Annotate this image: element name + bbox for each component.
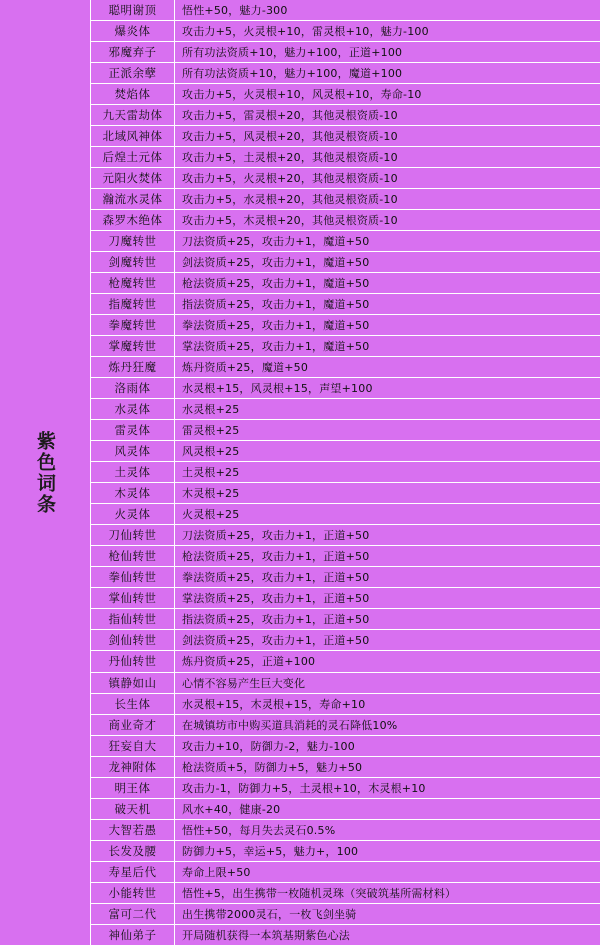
- table-row: [91, 378, 600, 399]
- table-row: [91, 546, 600, 567]
- trait-name: 九天雷劫体: [91, 105, 175, 125]
- table-row: [91, 925, 600, 945]
- trait-name: 后煌土元体: [91, 147, 175, 167]
- table-row: [91, 673, 600, 694]
- trait-name: 风灵体: [91, 441, 175, 461]
- trait-name: 拳魔转世: [91, 315, 175, 335]
- table-row: [91, 841, 600, 862]
- table-row: [91, 757, 600, 778]
- trait-name: 小能转世: [91, 883, 175, 903]
- trait-description: 指法资质+25，攻击力+1，魔道+50: [182, 298, 370, 312]
- trait-name: 指仙转世: [91, 609, 175, 629]
- trait-name: 商业奇才: [91, 715, 175, 735]
- trait-description: 攻击力+10，防御力-2，魅力-100: [182, 739, 355, 753]
- trait-name: 枪魔转世: [91, 273, 175, 293]
- trait-description: 寿命上限+50: [182, 865, 251, 879]
- trait-description: 悟性+5，出生携带一枚随机灵珠（突破筑基所需材料）: [182, 886, 457, 900]
- table-row: [91, 651, 600, 672]
- trait-description: 风水+40，健康-20: [182, 802, 281, 816]
- table-row: [91, 483, 600, 504]
- trait-name: 火灵体: [91, 504, 175, 524]
- trait-description: 攻击力+5，雷灵根+20，其他灵根资质-10: [182, 109, 398, 123]
- trait-description: 枪法资质+25，攻击力+1，正道+50: [182, 550, 370, 564]
- trait-name: 龙神附体: [91, 757, 175, 777]
- trait-name: 破天机: [91, 799, 175, 819]
- trait-description: 火灵根+25: [182, 508, 240, 522]
- table-row: [91, 21, 600, 42]
- table-row: [91, 168, 600, 189]
- trait-name: 镇静如山: [91, 673, 175, 693]
- trait-description: 在城镇坊市中购买道具消耗的灵石降低10%: [182, 718, 398, 732]
- table-row: [91, 862, 600, 883]
- trait-name: 长生体: [91, 694, 175, 714]
- trait-name: 聪明谢顶: [91, 0, 175, 20]
- table-row: [91, 336, 600, 357]
- table-row: [91, 609, 600, 630]
- trait-name: 指魔转世: [91, 294, 175, 314]
- table-row: [91, 504, 600, 525]
- trait-name: 土灵体: [91, 462, 175, 482]
- category-label: 紫色词条: [34, 430, 56, 515]
- trait-description: 心情不容易产生巨大变化: [182, 676, 306, 690]
- trait-description: 木灵根+25: [182, 487, 240, 501]
- rows-column: [91, 0, 600, 945]
- table-row: [91, 357, 600, 378]
- table-row: [91, 778, 600, 799]
- trait-name: 长发及腰: [91, 841, 175, 861]
- trait-name: 寿星后代: [91, 862, 175, 882]
- trait-description: 开局随机获得一本筑基期紫色心法: [182, 928, 350, 942]
- trait-description: 攻击力+5，水灵根+20，其他灵根资质-10: [182, 193, 398, 207]
- trait-name: 刀魔转世: [91, 231, 175, 251]
- table-row: [91, 799, 600, 820]
- trait-description: 枪法资质+5，防御力+5，魅力+50: [182, 760, 363, 774]
- trait-name: 富可二代: [91, 904, 175, 924]
- trait-description: 攻击力+5，土灵根+20，其他灵根资质-10: [182, 151, 398, 165]
- trait-name: 北域风神体: [91, 126, 175, 146]
- trait-name: 爆炎体: [91, 21, 175, 41]
- trait-description: 水灵根+15，风灵根+15，声望+100: [182, 382, 373, 396]
- trait-description: 拳法资质+25，攻击力+1，魔道+50: [182, 319, 370, 333]
- trait-name: 拳仙转世: [91, 567, 175, 587]
- trait-description: 水灵根+25: [182, 403, 240, 417]
- trait-description: 攻击力+5，木灵根+20，其他灵根资质-10: [182, 214, 398, 228]
- trait-description: 炼丹资质+25，魔道+50: [182, 361, 309, 375]
- trait-description: 剑法资质+25，攻击力+1，魔道+50: [182, 256, 370, 270]
- trait-name: 焚焰体: [91, 84, 175, 104]
- table-row: [91, 0, 600, 21]
- trait-name: 丹仙转世: [91, 651, 175, 671]
- table-row: [91, 525, 600, 546]
- table-row: [91, 694, 600, 715]
- table-row: [91, 126, 600, 147]
- trait-description: 掌法资质+25，攻击力+1，正道+50: [182, 592, 370, 606]
- trait-name: 雷灵体: [91, 420, 175, 440]
- table-row: [91, 462, 600, 483]
- trait-name: 掌魔转世: [91, 336, 175, 356]
- trait-description: 悟性+50，魅力-300: [182, 4, 288, 17]
- trait-name: 炼丹狂魔: [91, 357, 175, 377]
- table-row: [91, 189, 600, 210]
- table-row: [91, 904, 600, 925]
- trait-description: 炼丹资质+25，正道+100: [182, 655, 316, 669]
- trait-description: 土灵根+25: [182, 466, 240, 480]
- table-row: [91, 105, 600, 126]
- trait-description: 刀法资质+25，攻击力+1，魔道+50: [182, 235, 370, 249]
- trait-name: 水灵体: [91, 399, 175, 419]
- trait-description: 指法资质+25，攻击力+1，正道+50: [182, 613, 370, 627]
- trait-name: 木灵体: [91, 483, 175, 503]
- trait-description: 风灵根+25: [182, 445, 240, 459]
- trait-name: 明王体: [91, 778, 175, 798]
- table-row: [91, 63, 600, 84]
- table-row: [91, 399, 600, 420]
- trait-name: 神仙弟子: [91, 925, 175, 945]
- trait-name: 森罗木绝体: [91, 210, 175, 230]
- table-row: [91, 84, 600, 105]
- trait-description: 攻击力+5，火灵根+10，雷灵根+10，魅力-100: [182, 25, 429, 39]
- trait-description: 水灵根+15，木灵根+15，寿命+10: [182, 697, 366, 711]
- table-row: [91, 252, 600, 273]
- table-row: [91, 630, 600, 651]
- trait-name: 元阳火焚体: [91, 168, 175, 188]
- trait-name: 刀仙转世: [91, 525, 175, 545]
- trait-name: 大智若愚: [91, 820, 175, 840]
- table-row: [91, 315, 600, 336]
- trait-description: 悟性+50，每月失去灵石0.5%: [182, 823, 336, 837]
- trait-name: 剑魔转世: [91, 252, 175, 272]
- table-row: [91, 210, 600, 231]
- trait-description: 掌法资质+25，攻击力+1，魔道+50: [182, 340, 370, 354]
- table-row: [91, 883, 600, 904]
- trait-description: 攻击力-1，防御力+5，土灵根+10，木灵根+10: [182, 781, 426, 795]
- trait-description: 所有功法资质+10，魅力+100，正道+100: [182, 46, 403, 60]
- table-row: [91, 441, 600, 462]
- trait-description: 防御力+5，幸运+5，魅力+，100: [182, 844, 359, 858]
- trait-description: 攻击力+5，火灵根+10，风灵根+10，寿命-10: [182, 88, 422, 102]
- trait-name: 枪仙转世: [91, 546, 175, 566]
- table-row: [91, 147, 600, 168]
- table-row: [91, 294, 600, 315]
- trait-description: 枪法资质+25，攻击力+1，魔道+50: [182, 277, 370, 291]
- trait-name: 狂妄自大: [91, 736, 175, 756]
- trait-description: 雷灵根+25: [182, 424, 240, 438]
- table-row: [91, 588, 600, 609]
- trait-description: 攻击力+5，风灵根+20，其他灵根资质-10: [182, 130, 398, 144]
- trait-description: 出生携带2000灵石，一枚飞剑坐骑: [182, 907, 357, 921]
- category-column: [0, 0, 91, 945]
- table-row: [91, 273, 600, 294]
- trait-name: 洛雨体: [91, 378, 175, 398]
- trait-description: 所有功法资质+10，魅力+100，魔道+100: [182, 67, 403, 81]
- trait-description: 攻击力+5，火灵根+20，其他灵根资质-10: [182, 172, 398, 186]
- table-row: [91, 420, 600, 441]
- trait-name: 邪魔弃子: [91, 42, 175, 62]
- trait-name: 掌仙转世: [91, 588, 175, 608]
- table-row: [91, 567, 600, 588]
- table-row: [91, 231, 600, 252]
- trait-name: 正派余孽: [91, 63, 175, 83]
- table-row: [91, 736, 600, 757]
- table-row: [91, 715, 600, 736]
- trait-description: 剑法资质+25，攻击力+1，正道+50: [182, 634, 370, 648]
- trait-name: 瀚流水灵体: [91, 189, 175, 209]
- trait-description: 刀法资质+25，攻击力+1，正道+50: [182, 529, 370, 543]
- table-row: [91, 820, 600, 841]
- table-row: [91, 42, 600, 63]
- trait-description: 拳法资质+25，攻击力+1，正道+50: [182, 571, 370, 585]
- trait-name: 剑仙转世: [91, 630, 175, 650]
